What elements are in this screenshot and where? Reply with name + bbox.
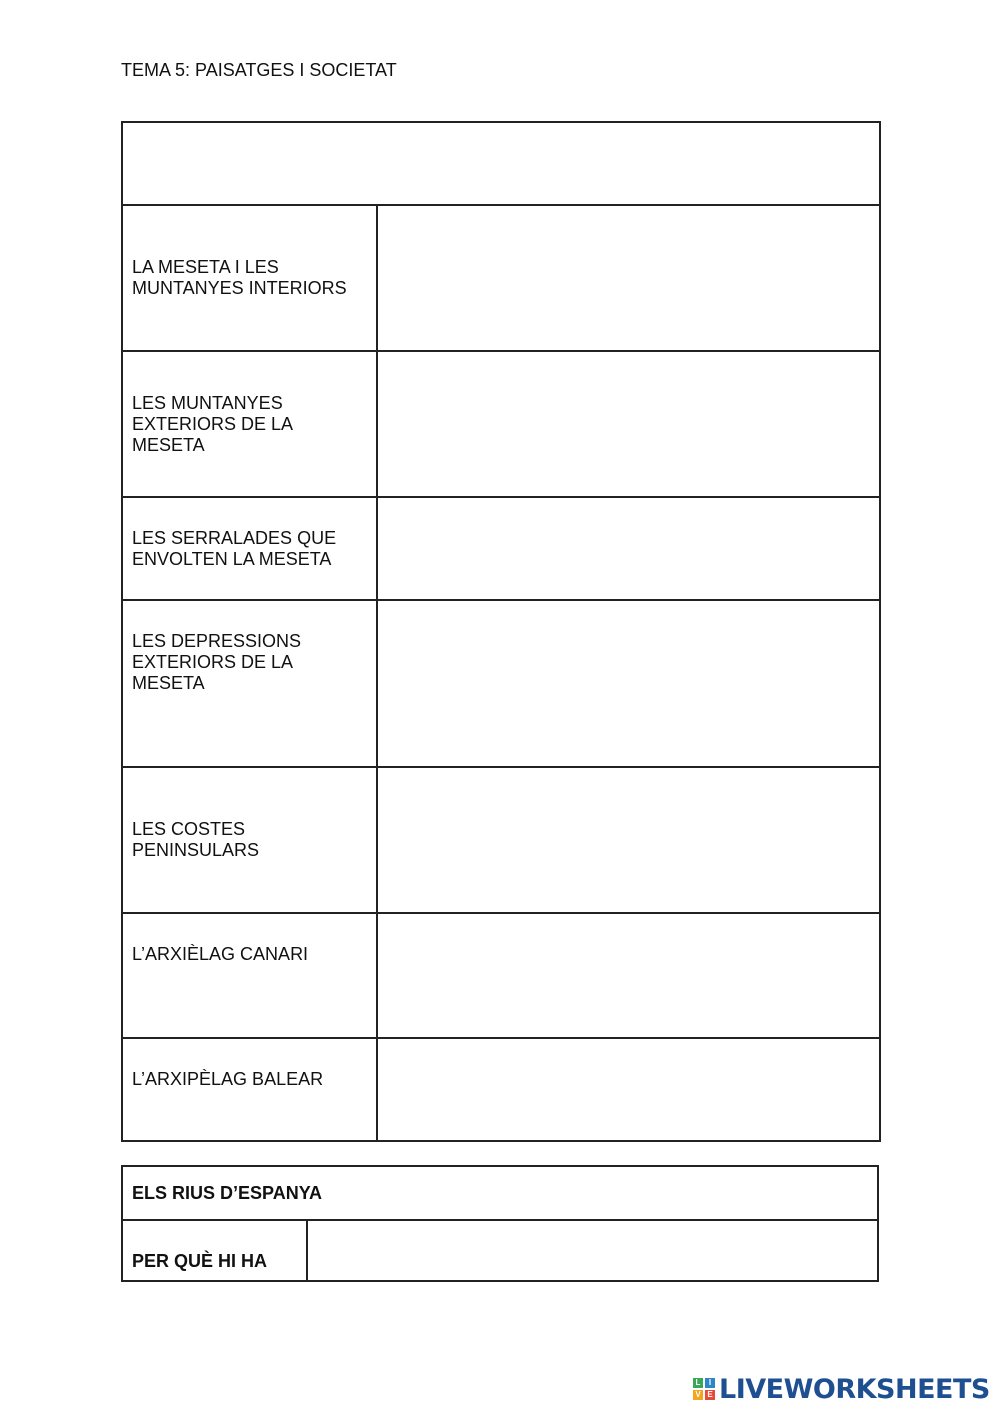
row-label-balear: L’ARXIPÈLAG BALEAR [122,1038,377,1141]
row-label-depressions: LES DEPRESSIONS EXTERIORS DE LA MESETA [122,600,377,767]
logo-letter: I [705,1378,715,1388]
table-row [122,205,880,351]
landscape-table [121,121,881,1142]
row-label-costes: LES COSTES PENINSULARS [122,767,377,913]
logo-text: LIVEWORKSHEETS [719,1373,990,1405]
table-row [122,497,880,600]
page-title: TEMA 5: PAISATGES I SOCIETAT [121,60,397,80]
rivers-answer-cell[interactable] [307,1220,878,1281]
answer-cell-costes[interactable] [377,767,880,913]
table-header-cell[interactable] [122,122,880,205]
row-label-serralades: LES SERRALADES QUE ENVOLTEN LA MESETA [122,497,377,600]
answer-cell-canari[interactable] [377,913,880,1038]
table-row [122,600,880,767]
table-header-row [122,122,880,205]
logo-letter: L [693,1378,703,1388]
table-row [122,767,880,913]
rivers-table [121,1165,879,1282]
row-label-meseta: LA MESETA I LES MUNTANYES INTERIORS [122,205,377,351]
row-label-canari: L’ARXIÈLAG CANARI [122,913,377,1038]
table-row [122,1220,878,1281]
answer-cell-meseta[interactable] [377,205,880,351]
liveworksheets-logo [693,1373,990,1405]
rivers-row-label: PER QUÈ HI HA [122,1220,307,1281]
logo-letter: E [705,1390,715,1400]
answer-cell-balear[interactable] [377,1038,880,1141]
answer-cell-serralades[interactable] [377,497,880,600]
answer-cell-depressions[interactable] [377,600,880,767]
rivers-header-row [122,1166,878,1220]
logo-icon [693,1378,715,1400]
table-row [122,1038,880,1141]
table-row [122,351,880,497]
answer-cell-muntanyes-exteriors[interactable] [377,351,880,497]
logo-letter: V [693,1390,703,1400]
rivers-header: ELS RIUS D’ESPANYA [122,1166,878,1220]
row-label-muntanyes-exteriors: LES MUNTANYES EXTERIORS DE LA MESETA [122,351,377,497]
table-row [122,913,880,1038]
